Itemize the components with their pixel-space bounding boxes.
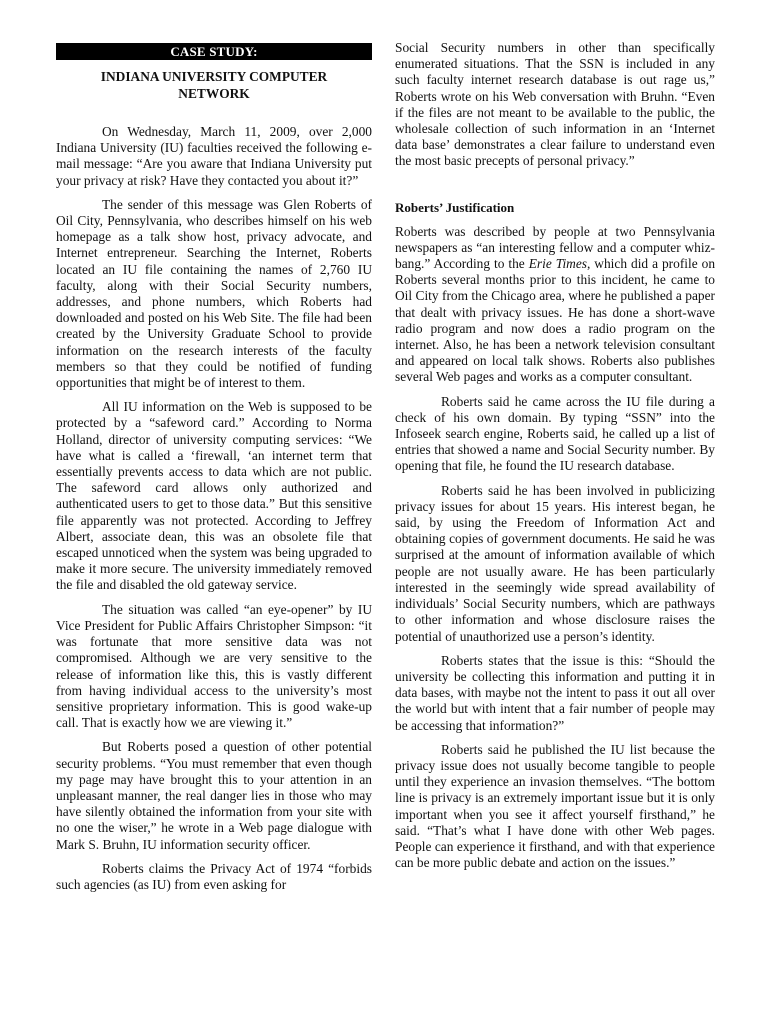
continuation-paragraph: Social Security numbers in other than specifically enumerated situations. That the SSN is included in any such faculty internet research database is out rage us,” Roberts wrote on his Web conversation with Bruhn. “Even if the files are not meant to be available to the public, the wholesale collection of such information in an ‘Internet data base’ demonstrates a clear failure to understand even the most basic precepts of personal privacy.” bbox=[395, 40, 715, 169]
paragraph: Roberts said he came across the IU file during a check of his own domain. By typing “SSN” into the Infoseek search engine, Roberts said, he called up a list of entries that showed a name and Social Security number. By opening that file, he found the IU research database. bbox=[395, 393, 715, 474]
paragraph: Roberts said he has been involved in publicizing privacy issues for about 15 years. His interest began, he said, by using the Freedom of Information Act and obtaining copies of government documents. He said he was surprised at the amount of information available of which people are not usually aware. He has been particularly interested in the seemingly wide spread availability of individuals’ Social Security numbers, which are pathways to other information and whose disclosure raises the potential of unauthorized use a person’s identity. bbox=[395, 482, 715, 644]
newspaper-name: Erie Times bbox=[528, 256, 587, 272]
paragraph: The situation was called “an eye-opener” by IU Vice President for Public Affairs Christopher Simpson: “it was fortunate that more sensitive data was not compromised. Although we are very sensitive to the release of information like this, this is vastly different from having individual access to the university’s most sensitive proprietary information. This is good wake-up call. That is exactly how we are viewing it.” bbox=[56, 601, 372, 731]
paragraph: All IU information on the Web is supposed to be protected by a “safeword card.” According to Norma Holland, director of university computing services: “We have what is called a ‘firewall, ‘an internet term that essentially prevents access to data which are not public. The safeword card allows only authorized and authenticated users to get to those data.” But this sensitive file apparently was not protected. According to Jeffrey Albert, associate dean, this was an obsolete file that escaped unnoticed when the system was being upgraded to make it more secure. The university immediately removed the file and disabled the old gateway service. bbox=[56, 399, 372, 593]
paragraph: But Roberts posed a question of other potential security problems. “You must remember that even though my page may have brought this to your attention in an unpleasant manner, the real danger lies in those who may have silently obtained the information from your site with no one the wiser,” he wrote in a Web page dialogue with Mark S. Bruhn, IU information security officer. bbox=[56, 739, 372, 852]
paragraph: Roberts states that the issue is this: “Should the university be collecting this information and putting it in data bases, with maybe not the intent to pass it out all over the world but with intent that a fair number of people may be accessing that information?” bbox=[395, 652, 715, 733]
title-line-2: NETWORK bbox=[178, 86, 250, 101]
paragraph: On Wednesday, March 11, 2009, over 2,000 Indiana University (IU) faculties received the following e-mail message: “Are you aware that Indiana University put your privacy at risk? Have they contacted you about it?” bbox=[56, 124, 372, 188]
intro-paragraph bbox=[395, 224, 715, 386]
intro-text-before: Roberts was described by people at two Pennsylvania newspapers as “an interesting fellow and a computer whiz-bang.” According to the bbox=[395, 223, 715, 272]
article-title bbox=[56, 68, 372, 102]
right-column bbox=[395, 40, 715, 871]
paragraph: Roberts said he published the IU list because the privacy issue does not usually become tangible to people until they experience an invasion themselves. “The bottom line is privacy is an extremely important issue but it is only important when you see it affect yourself firsthand,” he said. “That’s what I have done with other Web pages. People can experience it firsthand, and with that experience can be more public debate and action on the issues.” bbox=[395, 741, 715, 871]
intro-text-after: , which did a profile on Roberts several months prior to this incident, he came to Oil City from the Chicago area, where he published a paper that dealt with privacy issues. He has done a short-wave radio program and now does a radio program on the internet. Also, he has been a network television consultant and appeared on local talk shows. Roberts also publishes several Web pages and works as a computer consultant. bbox=[395, 256, 716, 385]
section-heading: Roberts’ Justification bbox=[395, 199, 515, 215]
title-line-1: INDIANA UNIVERSITY COMPUTER bbox=[100, 69, 328, 84]
paragraph: Roberts claims the Privacy Act of 1974 “forbids such agencies (as IU) from even asking for bbox=[56, 860, 372, 892]
paragraph: The sender of this message was Glen Roberts of Oil City, Pennsylvania, who describes himself on his web homepage as a talk show host, privacy advocate, and Internet entrepreneur. Searching the Internet, Roberts located an IU file containing the names of 2,760 IU faculty, along with their Social Security numbers, addresses, and phone numbers, which Roberts had downloaded and posted on his Web Site. The file had been created by the University Graduate School to provide information on the research interests of the faculty members so that they could be notified of funding opportunities that might be of interest to them. bbox=[56, 196, 372, 391]
case-study-banner: CASE STUDY: bbox=[56, 43, 372, 60]
left-column bbox=[56, 40, 372, 893]
